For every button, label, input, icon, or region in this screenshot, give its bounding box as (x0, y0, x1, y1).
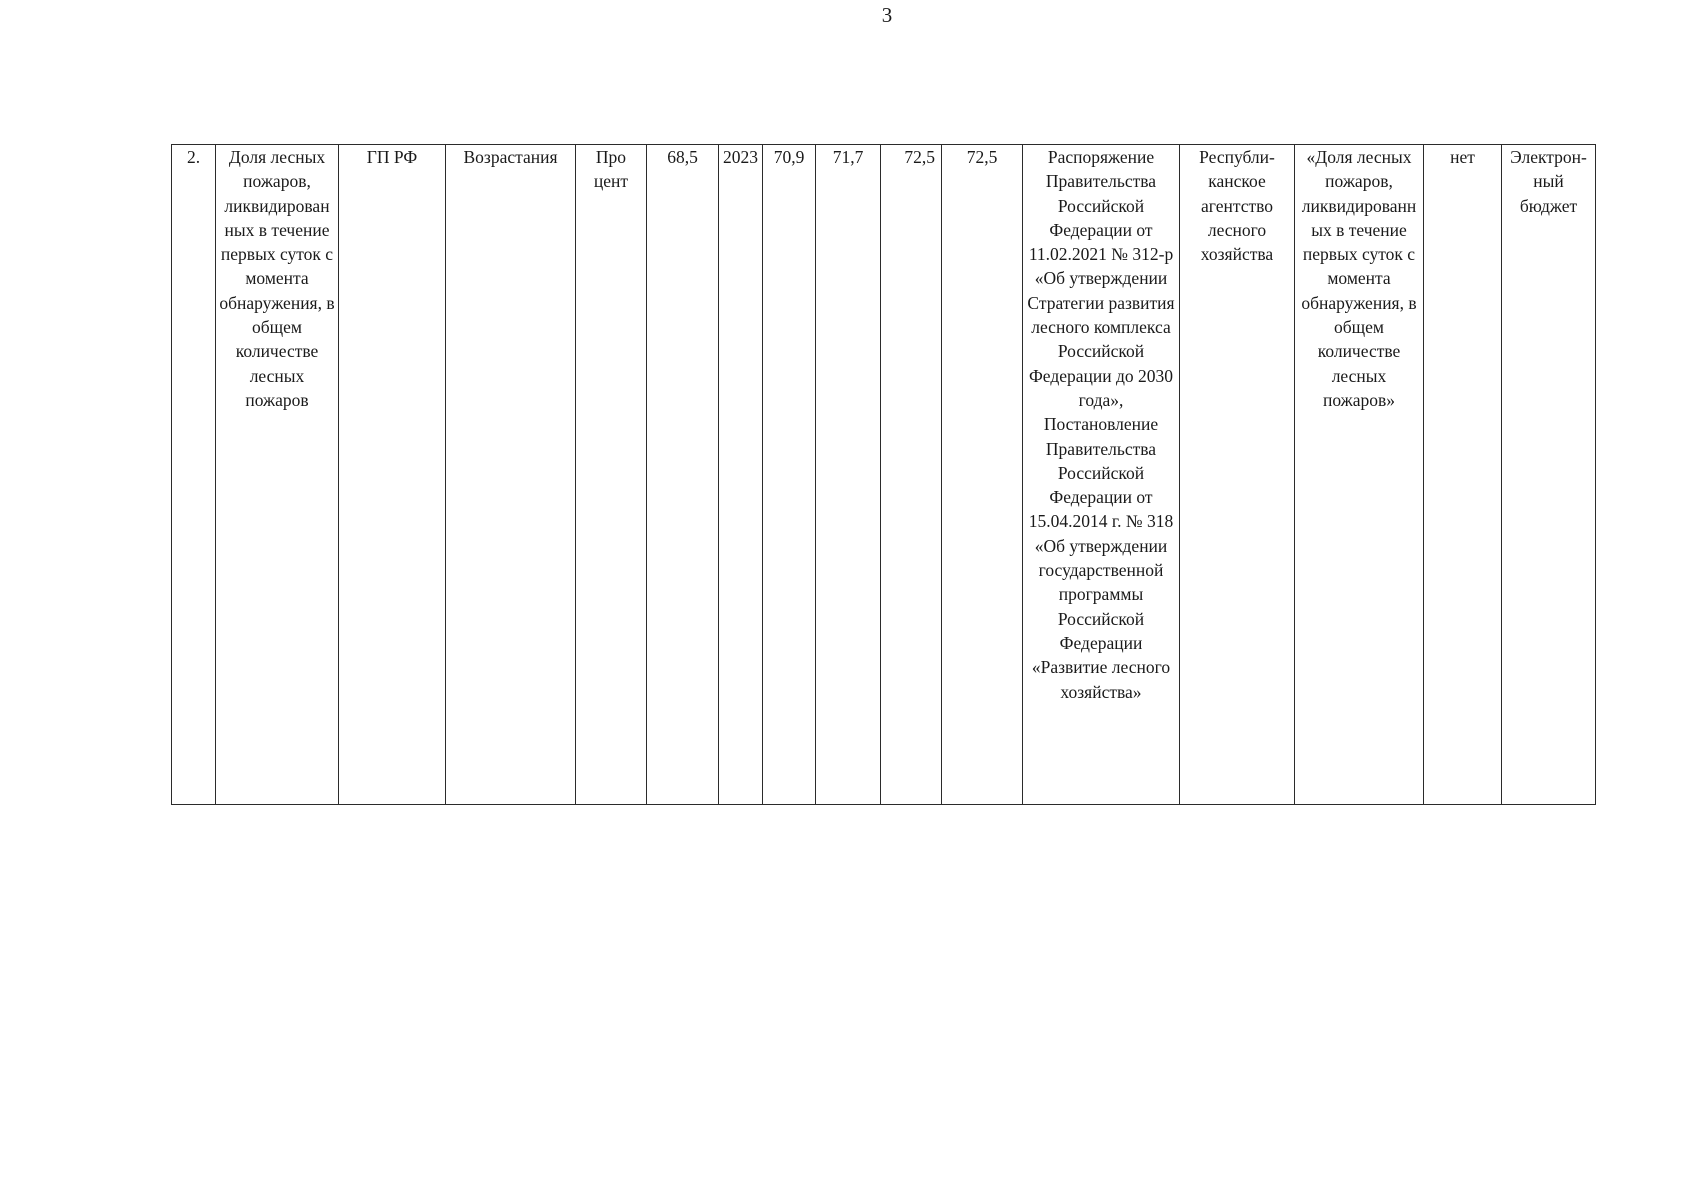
responsible-agency: Республи-канское агентство лесного хозяйства (1199, 147, 1275, 265)
information-system-cell (1502, 145, 1596, 805)
value-1-cell (763, 145, 816, 805)
base-value-cell (647, 145, 719, 805)
level-cell (339, 145, 446, 805)
information-system: Электрон-ный бюджет (1510, 147, 1587, 216)
row-number-cell (172, 145, 216, 805)
target-value-3: 72,5 (904, 147, 935, 167)
gis-flag: нет (1450, 147, 1475, 167)
table-row (172, 145, 1596, 805)
value-3-cell (881, 145, 942, 805)
indicator-name: Доля лесных пожаров, ликвидирован ных в течение первых суток с момента обнаружения, в общем количестве лесных пожаров (219, 147, 335, 410)
indicator-table (171, 144, 1596, 805)
responsible-cell (1180, 145, 1295, 805)
indicator-level: ГП РФ (366, 147, 418, 167)
documents-cell (1023, 145, 1180, 805)
trend-cell (446, 145, 576, 805)
unit-of-measure: Про цент (593, 147, 629, 192)
value-2-cell (816, 145, 881, 805)
legal-documents: Распоряжение Правительства Российской Федерации от 11.02.2021 № 312-р «Об утверждении Стратегии развития лесного комплекса Российской Федерации до 2030 года», Постановление Правительства Российской Федерации от 15.04.2014 г. № 318 «Об утверждении государственной программы Российской Федерации «Развитие лесного хозяйства» (1027, 147, 1175, 702)
row-number: 2. (186, 147, 201, 167)
national-goal-link: «Доля лесных пожаров, ликвидированн ых в течение первых суток с момента обнаружения, в общем количестве лесных пожаров» (1301, 147, 1417, 410)
indicator-name-cell (216, 145, 339, 805)
target-value-1: 70,9 (773, 147, 805, 167)
base-value: 68,5 (667, 147, 698, 167)
gis-flag-cell (1424, 145, 1502, 805)
indicator-trend: Возрастания (463, 147, 558, 167)
page-number-text: 3 (881, 3, 893, 27)
base-year: 2023 (723, 147, 758, 167)
unit-cell (576, 145, 647, 805)
page-number (0, 2, 1698, 28)
base-year-cell (719, 145, 763, 805)
national-goal-cell (1295, 145, 1424, 805)
value-4-cell (942, 145, 1023, 805)
target-value-4: 72,5 (966, 147, 998, 167)
target-value-2: 71,7 (832, 147, 864, 167)
